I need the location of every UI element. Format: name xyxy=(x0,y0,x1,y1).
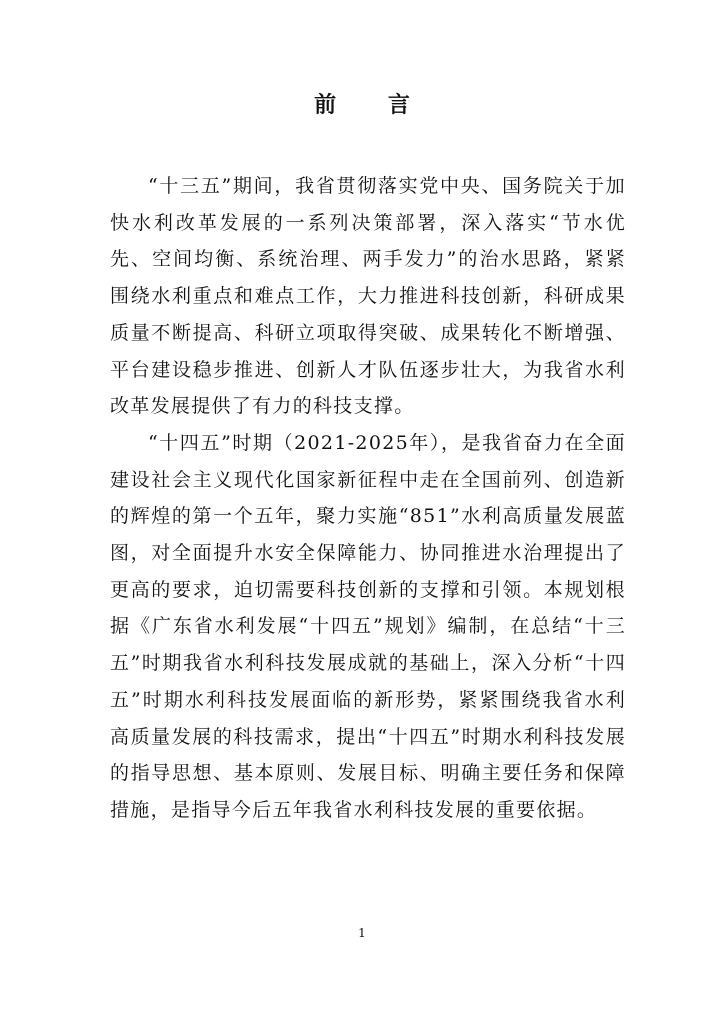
page-number: 1 xyxy=(358,926,366,940)
paragraph-2: “十四五”时期（2021-2025年），是我省奋力在全面建设社会主义现代化国家新征程中走在全国前列、创造新的辉煌的第一个五年，聚力实施“851”水利高质量发展蓝图，对全面提升水安全保障能力、协同推进水治理提出了更高的要求，迫切需要科技创新的支撑和引领。本规划根据《广东省水利发展“十四五”规划》编制，在总结“十三五”时期我省水利科技发展成就的基础上，深入分析“十四五”时期水利科技发展面临的新形势，紧紧围绕我省水利高质量发展的科技需求，提出“十四五”时期水利科技发展的指导思想、基本原则、发展目标、明确主要任务和保障措施，是指导今后五年我省水利科技发展的重要依据。 xyxy=(110,431,626,821)
page-title: 前 言 xyxy=(314,92,432,118)
body-text xyxy=(110,168,626,829)
paragraph-1: “十三五”期间，我省贯彻落实党中央、国务院关于加快水利改革发展的一系列决策部署，深入落实“节水优先、空间均衡、系统治理、两手发力”的治水思路，紧紧围绕水利重点和难点工作，大力推进科技创新，科研成果质量不断提高、科研立项取得突破、成果转化不断增强、平台建设稳步推进、创新人才队伍逐步壮大，为我省水利改革发展提供了有力的科技支撑。 xyxy=(110,175,626,418)
